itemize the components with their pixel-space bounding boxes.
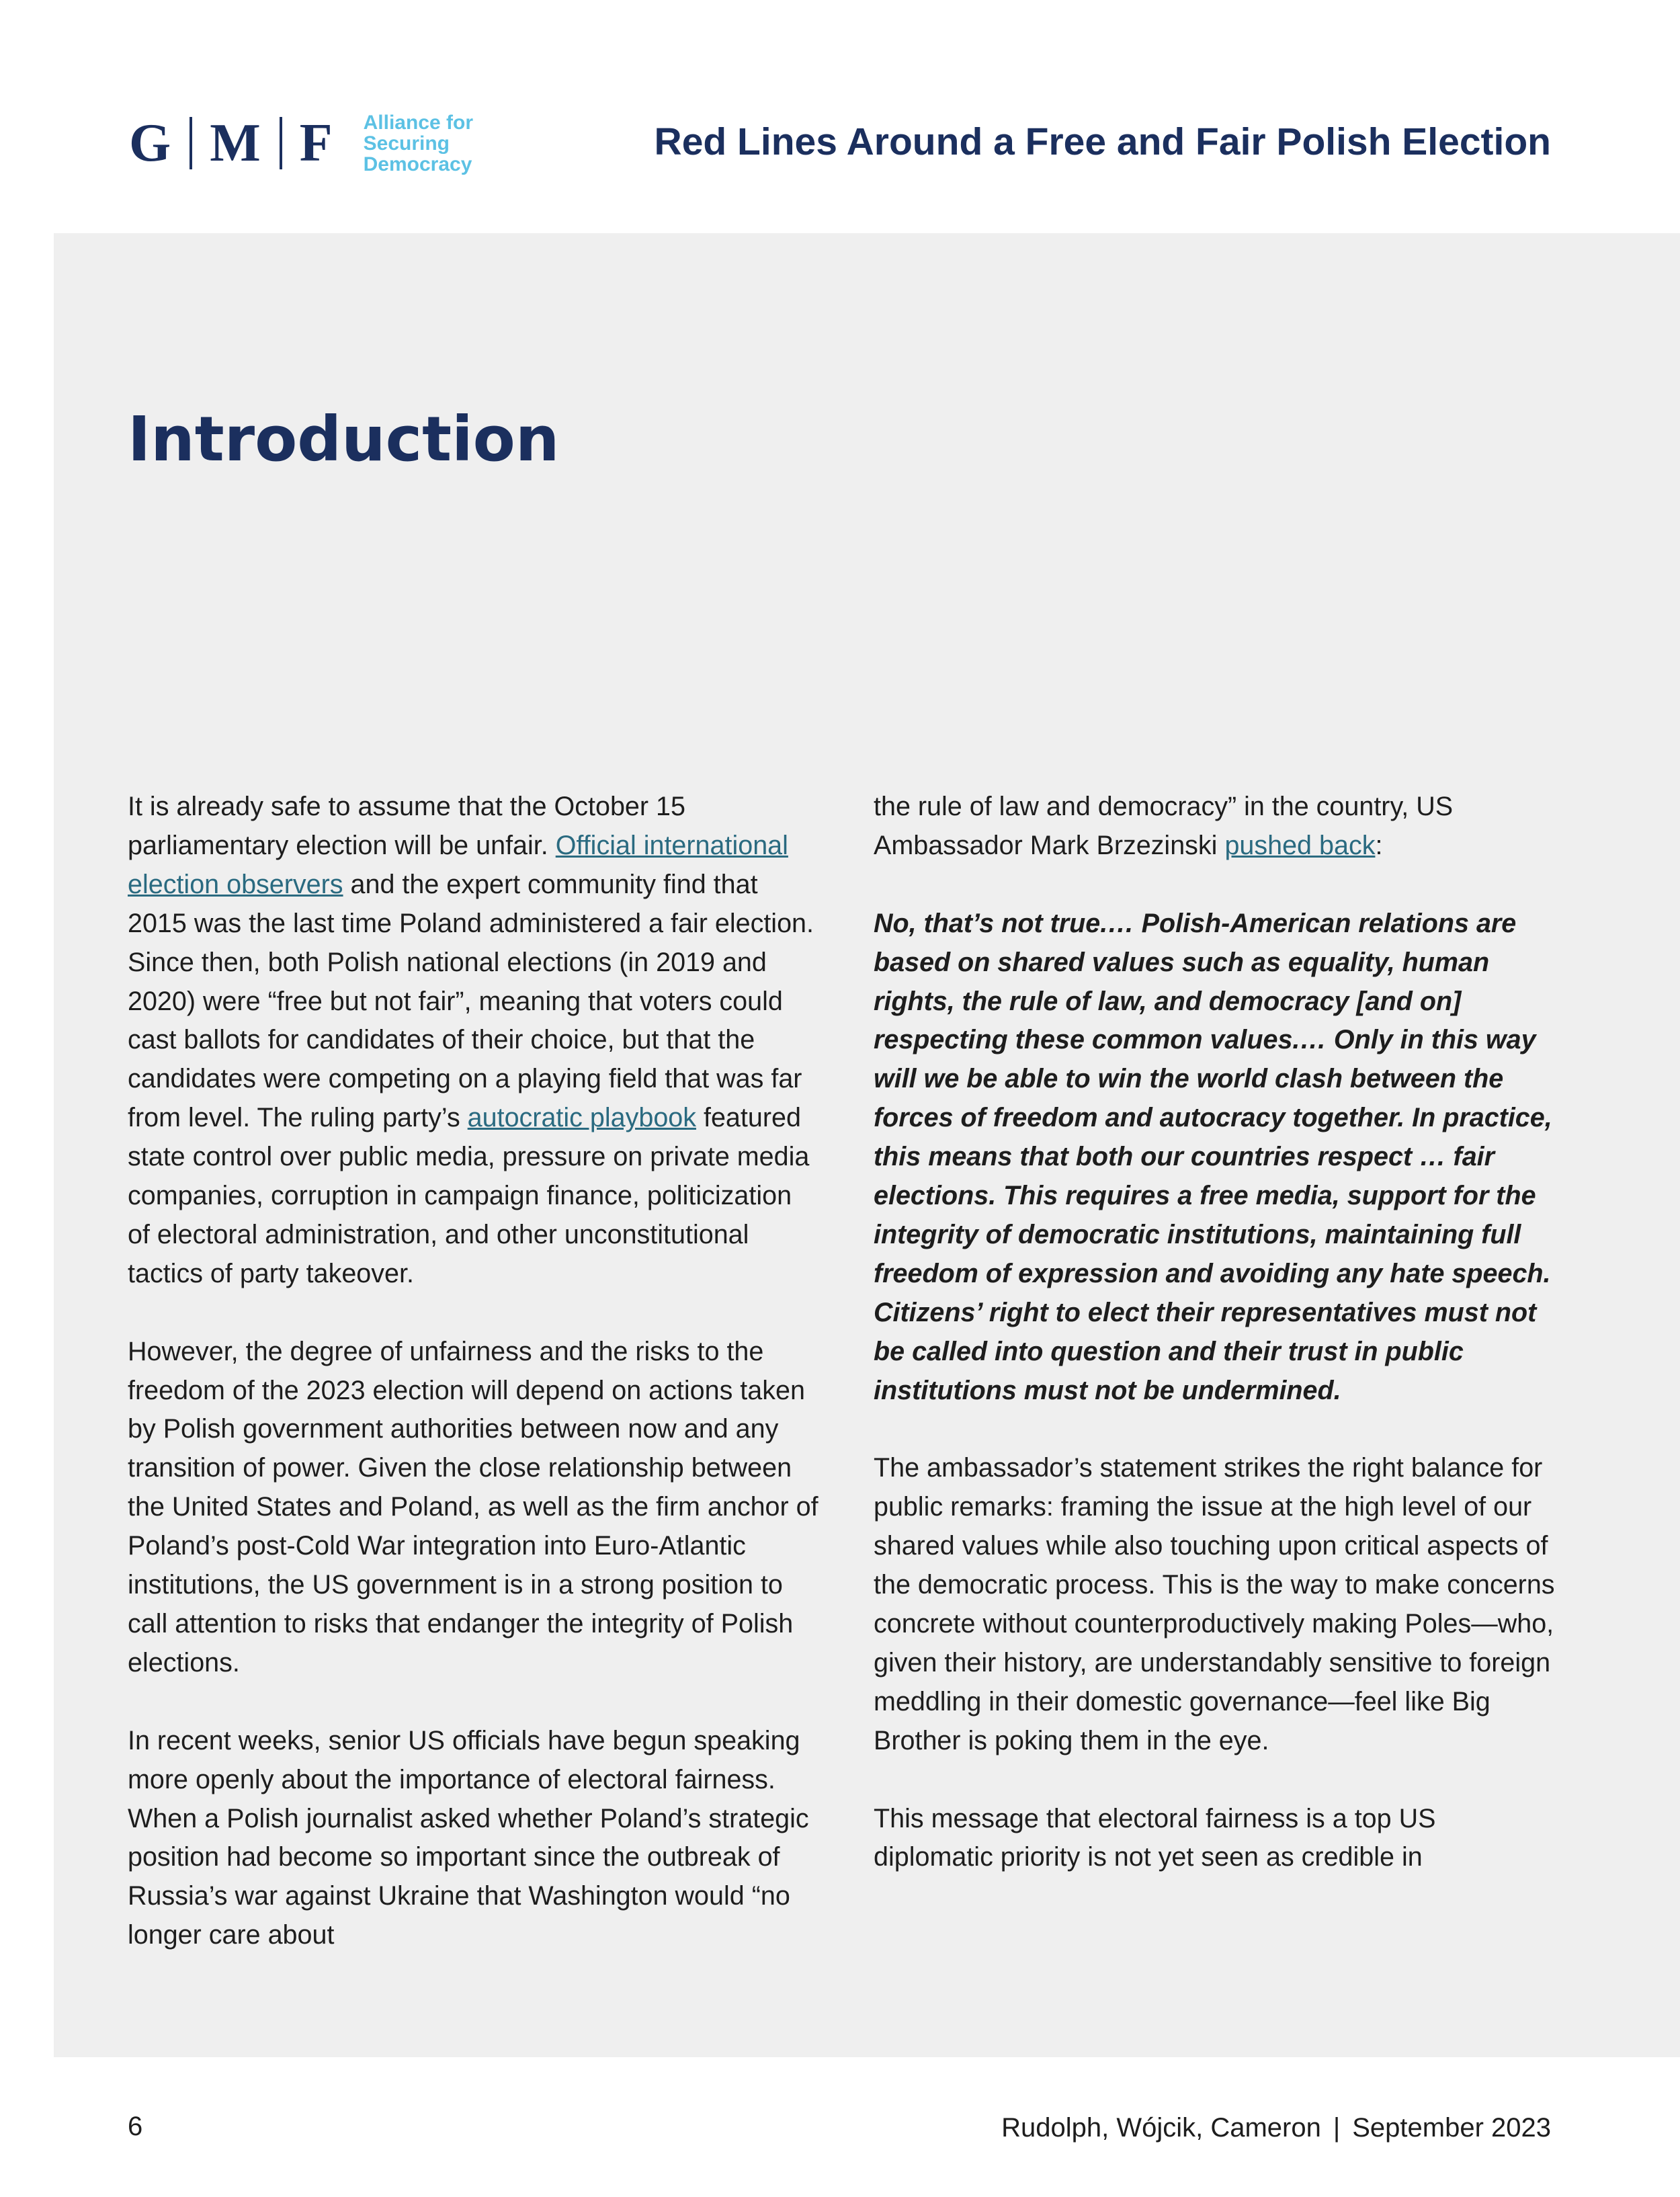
- pushed-back-link[interactable]: pushed back: [1224, 830, 1376, 860]
- logo-tagline: [364, 112, 473, 175]
- paragraph-text: the rule of law and democracy” in the country, US Ambassador Mark Brzezinski: [874, 792, 1454, 860]
- right-column: [874, 788, 1559, 1877]
- logo-letter-f: F: [299, 113, 334, 173]
- footer-citation: [1001, 2113, 1551, 2143]
- document-title: Red Lines Around a Free and Fair Polish Election: [654, 120, 1551, 163]
- paragraph: This message that electoral fairness is a top US diplomatic priority is not yet seen as credible in: [874, 1803, 1436, 1872]
- logo-tagline-line: Securing: [363, 132, 450, 155]
- footer-separator: |: [1333, 2113, 1341, 2143]
- gmf-logo: [129, 113, 473, 173]
- logo-letter-m: M: [210, 113, 262, 173]
- paragraph: In recent weeks, senior US officials have begun speaking more openly about the importance of electoral fairness. When a Polish journalist asked whether Poland’s strategic position had become so important since the outbreak of Russia’s war against Ukraine that Washington would “no longer care about: [128, 1725, 809, 1950]
- logo-divider: [190, 117, 192, 169]
- page-number: 6: [128, 2112, 143, 2141]
- autocratic-playbook-link[interactable]: autocratic playbook: [467, 1103, 697, 1133]
- left-column: [128, 788, 820, 1955]
- paragraph: [874, 788, 1559, 866]
- logo-letters: [129, 113, 334, 174]
- paragraph: The ambassador’s statement strikes the right balance for public remarks: framing the issue at the high level of our shared values while also touching upon critical aspects of the democratic process. This is the way to make concerns concrete without counterproductively making Poles—who, given their history, are understandably sensitive to foreign meddling in their domestic governance—feel like Big Brother is poking them in the eye.: [874, 1453, 1555, 1755]
- paragraph: [128, 788, 820, 1294]
- footer-authors: Rudolph, Wójcik, Cameron: [1001, 2113, 1321, 2143]
- logo-tagline-line: Democracy: [363, 153, 472, 175]
- logo-divider: [280, 117, 282, 169]
- observers-link[interactable]: Official international election observers: [128, 830, 788, 899]
- logo-tagline-line: Alliance for: [363, 111, 473, 134]
- paragraph-text: :: [1375, 830, 1383, 860]
- block-quote: No, that’s not true.… Polish-American relations are based on shared values such as equality, human rights, the rule of law, and democracy [and on] respecting these common values.… Only in this way will we be able to win the world clash between the forces of freedom and autocracy together. In practice, this means that both our countries respect … fair elections. This requires a free media, support for the integrity of democratic institutions, maintaining full freedom of expression and avoiding any hate speech. Citizens’ right to elect their representatives must not be called into question and their trust in public institutions must not be undermined.: [874, 908, 1552, 1405]
- footer-date: September 2023: [1352, 2113, 1551, 2143]
- paragraph-text: and the expert community find that 2015 was the last time Poland administered a fair election. Since then, both Polish national elections (in 2019 and 2020) were “free but not fair”, meaning that voters could cast ballots for candidates of their choice, but that the candidates were competing on a playing field that was far from level. The ruling party’s: [128, 869, 814, 1133]
- section-heading: Introduction: [128, 403, 560, 475]
- logo-letter-g: G: [129, 113, 173, 173]
- paragraph-text: It is already safe to assume that the October 15 parliamentary election will be unfair.: [128, 792, 685, 860]
- paragraph-text: featured state control over public media, pressure on private media companies, corruption in campaign finance, politicization of electoral administration, and other unconstitutional tactics of party takeover.: [128, 1103, 810, 1288]
- paragraph: However, the degree of unfairness and the risks to the freedom of the 2023 election will depend on actions taken by Polish government authorities between now and any transition of power. Given the close relationship between the United States and Poland, as well as the firm anchor of Poland’s post-Cold War integration into Euro-Atlantic institutions, the US government is in a strong position to call attention to risks that endanger the integrity of Polish elections.: [128, 1336, 818, 1677]
